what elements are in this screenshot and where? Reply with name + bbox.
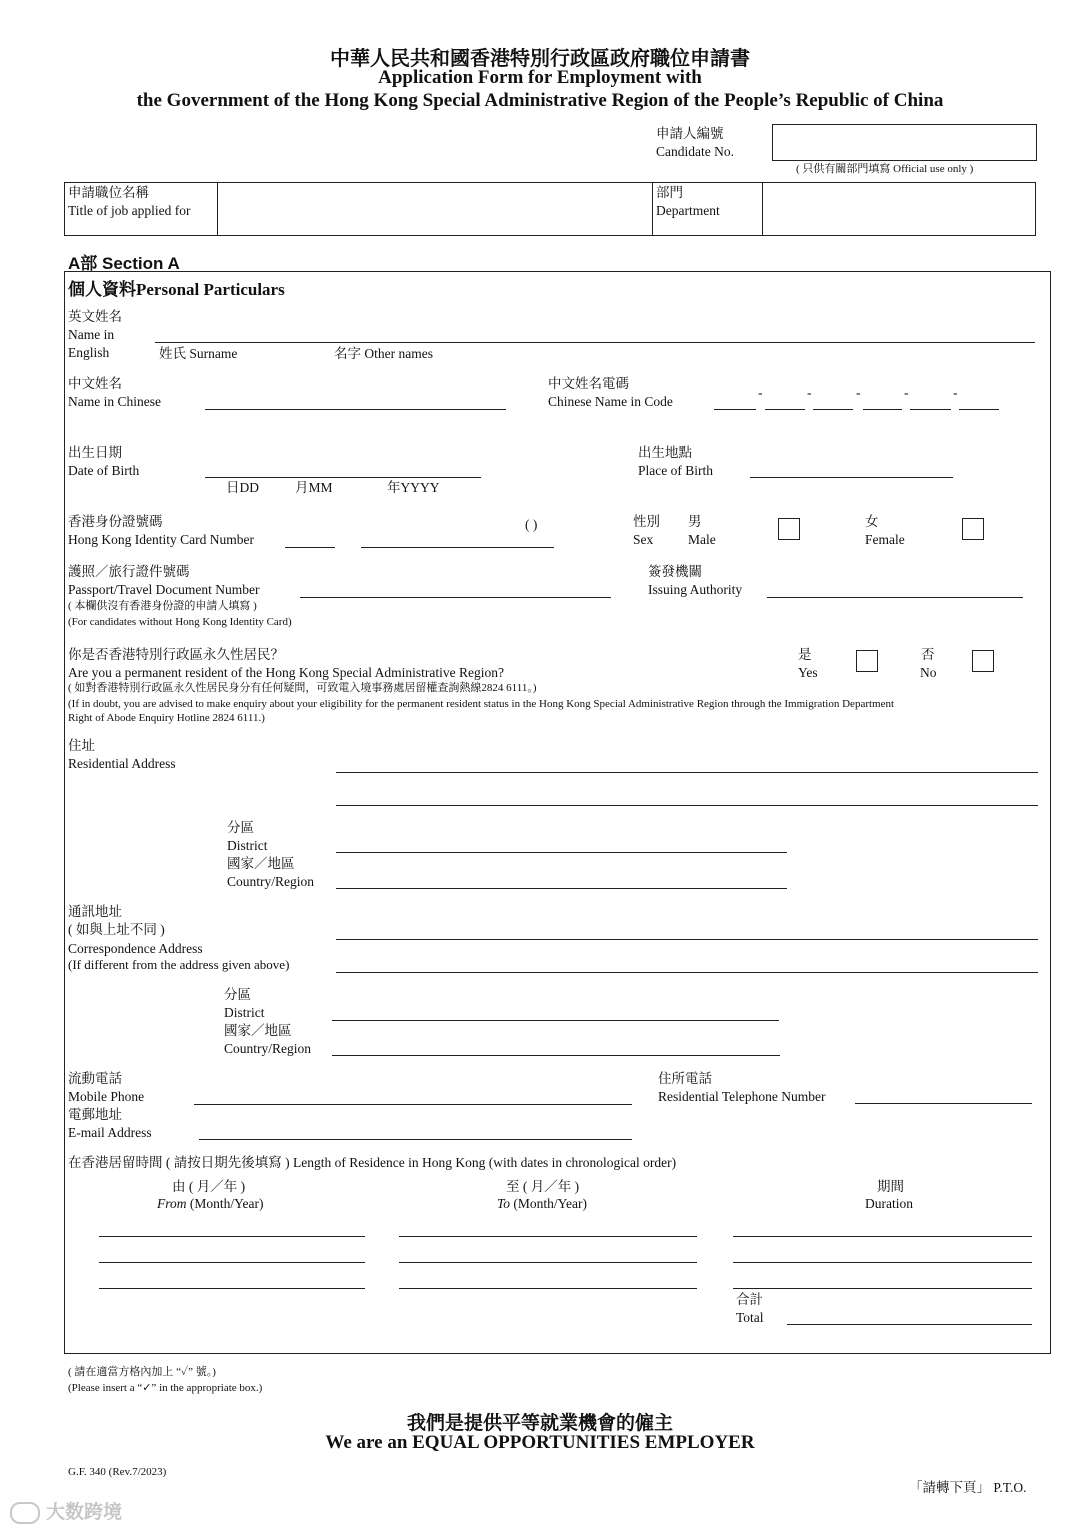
permanent-resident-note-en2: Right of Abode Enquiry Hotline 2824 6111.)	[68, 712, 265, 724]
to-input-row-2[interactable]	[399, 1262, 697, 1263]
issuing-authority-label-zh: 簽發機關	[648, 564, 702, 579]
dept-label-divider	[762, 182, 763, 236]
dob-label-en: Date of Birth	[68, 463, 140, 478]
dob-month-label: 月MM	[295, 480, 333, 495]
passport-note-en: (For candidates without Hong Kong Identity Card)	[68, 616, 292, 628]
to-input-row-3[interactable]	[399, 1288, 697, 1289]
correspondence-label-zh2: ( 如與上址不同 )	[68, 922, 165, 937]
dob-input[interactable]	[205, 477, 481, 478]
res-district-label-zh: 分區	[227, 820, 254, 835]
residential-address-line-2[interactable]	[336, 805, 1038, 806]
to-input-row-1[interactable]	[399, 1236, 697, 1237]
correspondence-label-en2: (If different from the address given above)	[68, 957, 290, 972]
from-header-en: From (Month/Year)	[157, 1196, 264, 1211]
code-separator: -	[807, 385, 812, 400]
job-title-input[interactable]	[220, 185, 650, 233]
email-input[interactable]	[199, 1139, 632, 1140]
permanent-resident-note-zh: ( 如對香港特別行政區永久性居民身分有任何疑問，可致電入境事務處居留權查詢熱線2824 6111。)	[68, 682, 537, 694]
from-input-row-3[interactable]	[99, 1288, 365, 1289]
code-input-1[interactable]	[714, 409, 756, 410]
code-label-en: Chinese Name in Code	[548, 394, 673, 409]
candidate-no-label-zh: 申請人編號	[656, 126, 724, 141]
pob-label-zh: 出生地點	[638, 445, 692, 460]
dob-year-label: 年YYYY	[387, 480, 440, 495]
hkid-prefix-input[interactable]	[285, 547, 335, 548]
correspondence-label-zh1: 通訊地址	[68, 904, 122, 919]
official-use-note: ( 只供有關部門填寫 Official use only )	[796, 163, 974, 175]
form-title-english-line1: Application Form for Employment with	[378, 67, 702, 88]
form-title-chinese: 中華人民共和國香港特別行政區政府職位申請書	[330, 48, 750, 70]
male-label-en: Male	[688, 532, 716, 547]
residence-length-heading: 在香港居留時間 ( 請按日期先後填寫 ) Length of Residence in Hong Kong (with dates in chronological order)	[68, 1155, 677, 1170]
job-title-label-en: Title of job applied for	[68, 203, 191, 218]
email-label-zh: 電郵地址	[68, 1107, 122, 1122]
total-duration-input[interactable]	[787, 1324, 1032, 1325]
code-input-5[interactable]	[910, 409, 951, 410]
total-label-en: Total	[736, 1310, 764, 1325]
residential-tel-label-zh: 住所電話	[658, 1071, 712, 1086]
mobile-phone-input[interactable]	[194, 1104, 632, 1105]
email-label-en: E-mail Address	[68, 1125, 152, 1140]
female-checkbox[interactable]	[962, 518, 984, 540]
correspondence-district-input[interactable]	[332, 1020, 779, 1021]
name-chinese-input[interactable]	[205, 409, 506, 410]
form-code: G.F. 340 (Rev.7/2023)	[68, 1466, 167, 1478]
duration-input-row-1[interactable]	[733, 1236, 1032, 1237]
place-of-birth-input[interactable]	[750, 477, 953, 478]
equal-opportunities-zh: 我們是提供平等就業機會的僱主	[406, 1413, 673, 1434]
code-input-2[interactable]	[765, 409, 805, 410]
total-label-zh: 合計	[736, 1292, 763, 1307]
passport-note-zh: ( 本欄供沒有香港身份證的申請人填寫 )	[68, 600, 257, 612]
name-en-label-zh: 英文姓名	[68, 309, 122, 324]
duration-header-en: Duration	[865, 1196, 913, 1211]
department-label-zh: 部門	[656, 185, 683, 200]
hkid-label-en: Hong Kong Identity Card Number	[68, 532, 254, 547]
code-label-zh: 中文姓名電碼	[548, 376, 629, 391]
sex-label-zh: 性別	[633, 514, 660, 529]
equal-opportunities-en: We are an EQUAL OPPORTUNITIES EMPLOYER	[325, 1432, 755, 1453]
mobile-label-en: Mobile Phone	[68, 1089, 145, 1104]
female-label-zh: 女	[865, 514, 879, 529]
candidate-no-label-en: Candidate No.	[656, 144, 734, 159]
name-cn-label-zh: 中文姓名	[68, 376, 122, 391]
watermark-text: 大数跨境	[46, 1501, 123, 1523]
to-header-en: To (Month/Year)	[497, 1196, 588, 1211]
female-label-en: Female	[865, 532, 905, 547]
dob-day-label: 日DD	[226, 480, 259, 495]
from-header-zh: 由 ( 月／年 )	[172, 1179, 246, 1194]
name-en-label-en2: English	[68, 345, 110, 360]
residential-telephone-input[interactable]	[855, 1103, 1032, 1104]
correspondence-address-line-1[interactable]	[336, 939, 1038, 940]
correspondence-address-line-2[interactable]	[336, 972, 1038, 973]
residential-tel-label-en: Residential Telephone Number	[658, 1089, 826, 1104]
passport-label-zh: 護照／旅行證件號碼	[68, 564, 190, 579]
code-separator: -	[904, 385, 909, 400]
code-input-6[interactable]	[959, 409, 999, 410]
yes-label-en: Yes	[798, 665, 818, 680]
code-separator: -	[758, 385, 763, 400]
sex-label-en: Sex	[633, 532, 654, 547]
duration-header-zh: 期間	[877, 1179, 904, 1194]
no-label-zh: 否	[921, 647, 935, 662]
tick-note-zh: ( 請在適當方格內加上 “✓” 號。)	[68, 1366, 216, 1378]
res-country-label-zh: 國家／地區	[227, 856, 295, 871]
from-input-row-2[interactable]	[99, 1262, 365, 1263]
corr-district-label-zh: 分區	[224, 987, 251, 1002]
name-en-label-en1: Name in	[68, 327, 115, 342]
job-field-divider	[652, 182, 653, 236]
name-english-input[interactable]	[155, 342, 1035, 343]
corr-country-label-en: Country/Region	[224, 1041, 311, 1056]
code-input-4[interactable]	[863, 409, 902, 410]
pr-no-checkbox[interactable]	[972, 650, 994, 672]
duration-input-row-3[interactable]	[733, 1288, 1032, 1289]
corr-district-label-en: District	[224, 1005, 265, 1020]
hkid-label-zh: 香港身份證號碼	[68, 514, 163, 529]
duration-input-row-2[interactable]	[733, 1262, 1032, 1263]
residential-district-input[interactable]	[336, 852, 787, 853]
personal-particulars-heading: 個人資料Personal Particulars	[68, 280, 285, 299]
form-title-english-line2: the Government of the Hong Kong Special Administrative Region of the People’s Republic of China	[136, 90, 944, 111]
department-input[interactable]	[765, 185, 1033, 233]
job-title-label-zh: 申請職位名稱	[68, 185, 149, 200]
residential-address-label-zh: 住址	[68, 738, 95, 753]
permanent-resident-question-zh: 你是否香港特別行政區永久性居民？	[68, 647, 284, 662]
tick-note-en: (Please insert a “✓” in the appropriate box.)	[68, 1382, 263, 1394]
issuing-authority-input[interactable]	[767, 597, 1023, 598]
passport-label-en: Passport/Travel Document Number	[68, 582, 260, 597]
corr-country-label-zh: 國家／地區	[224, 1023, 292, 1038]
hkid-number-input[interactable]	[361, 547, 554, 548]
other-names-label: 名字 Other names	[334, 346, 433, 361]
residential-country-input[interactable]	[336, 888, 787, 889]
code-separator: -	[953, 385, 958, 400]
name-cn-label-en: Name in Chinese	[68, 394, 161, 409]
permanent-resident-question-en: Are you a permanent resident of the Hong Kong Special Administrative Region?	[68, 665, 505, 680]
section-a-heading: A部 Section A	[68, 254, 180, 273]
job-label-divider	[217, 182, 218, 236]
permanent-resident-note-en1: (If in doubt, you are advised to make enquiry about your eligibility for the permanent resident status in the Hong Kong Special Administrative Region through the Immigration Department	[68, 698, 895, 710]
pto-note: 「請轉下頁」 P.T.O.	[909, 1480, 1027, 1495]
pob-label-en: Place of Birth	[638, 463, 713, 478]
department-label-en: Department	[656, 203, 720, 218]
correspondence-country-input[interactable]	[332, 1055, 780, 1056]
watermark-logo-icon	[10, 1502, 40, 1524]
male-checkbox[interactable]	[778, 518, 800, 540]
no-label-en: No	[920, 665, 937, 680]
res-country-label-en: Country/Region	[227, 874, 314, 889]
pr-yes-checkbox[interactable]	[856, 650, 878, 672]
candidate-no-field[interactable]	[772, 124, 1037, 161]
watermark	[10, 1497, 122, 1524]
dob-label-zh: 出生日期	[68, 445, 122, 460]
from-input-row-1[interactable]	[99, 1236, 365, 1237]
yes-label-zh: 是	[798, 647, 812, 662]
code-separator: -	[856, 385, 861, 400]
hkid-check-digit-paren: ( )	[525, 517, 538, 532]
code-input-3[interactable]	[813, 409, 853, 410]
correspondence-label-en1: Correspondence Address	[68, 941, 203, 956]
issuing-authority-label-en: Issuing Authority	[648, 582, 743, 597]
male-label-zh: 男	[688, 514, 702, 529]
residential-address-line-1[interactable]	[336, 772, 1038, 773]
res-district-label-en: District	[227, 838, 268, 853]
residential-address-label-en: Residential Address	[68, 756, 176, 771]
mobile-label-zh: 流動電話	[68, 1071, 122, 1086]
surname-label: 姓氏 Surname	[159, 346, 238, 361]
passport-number-input[interactable]	[300, 597, 611, 598]
to-header-zh: 至 ( 月／年 )	[506, 1179, 580, 1194]
